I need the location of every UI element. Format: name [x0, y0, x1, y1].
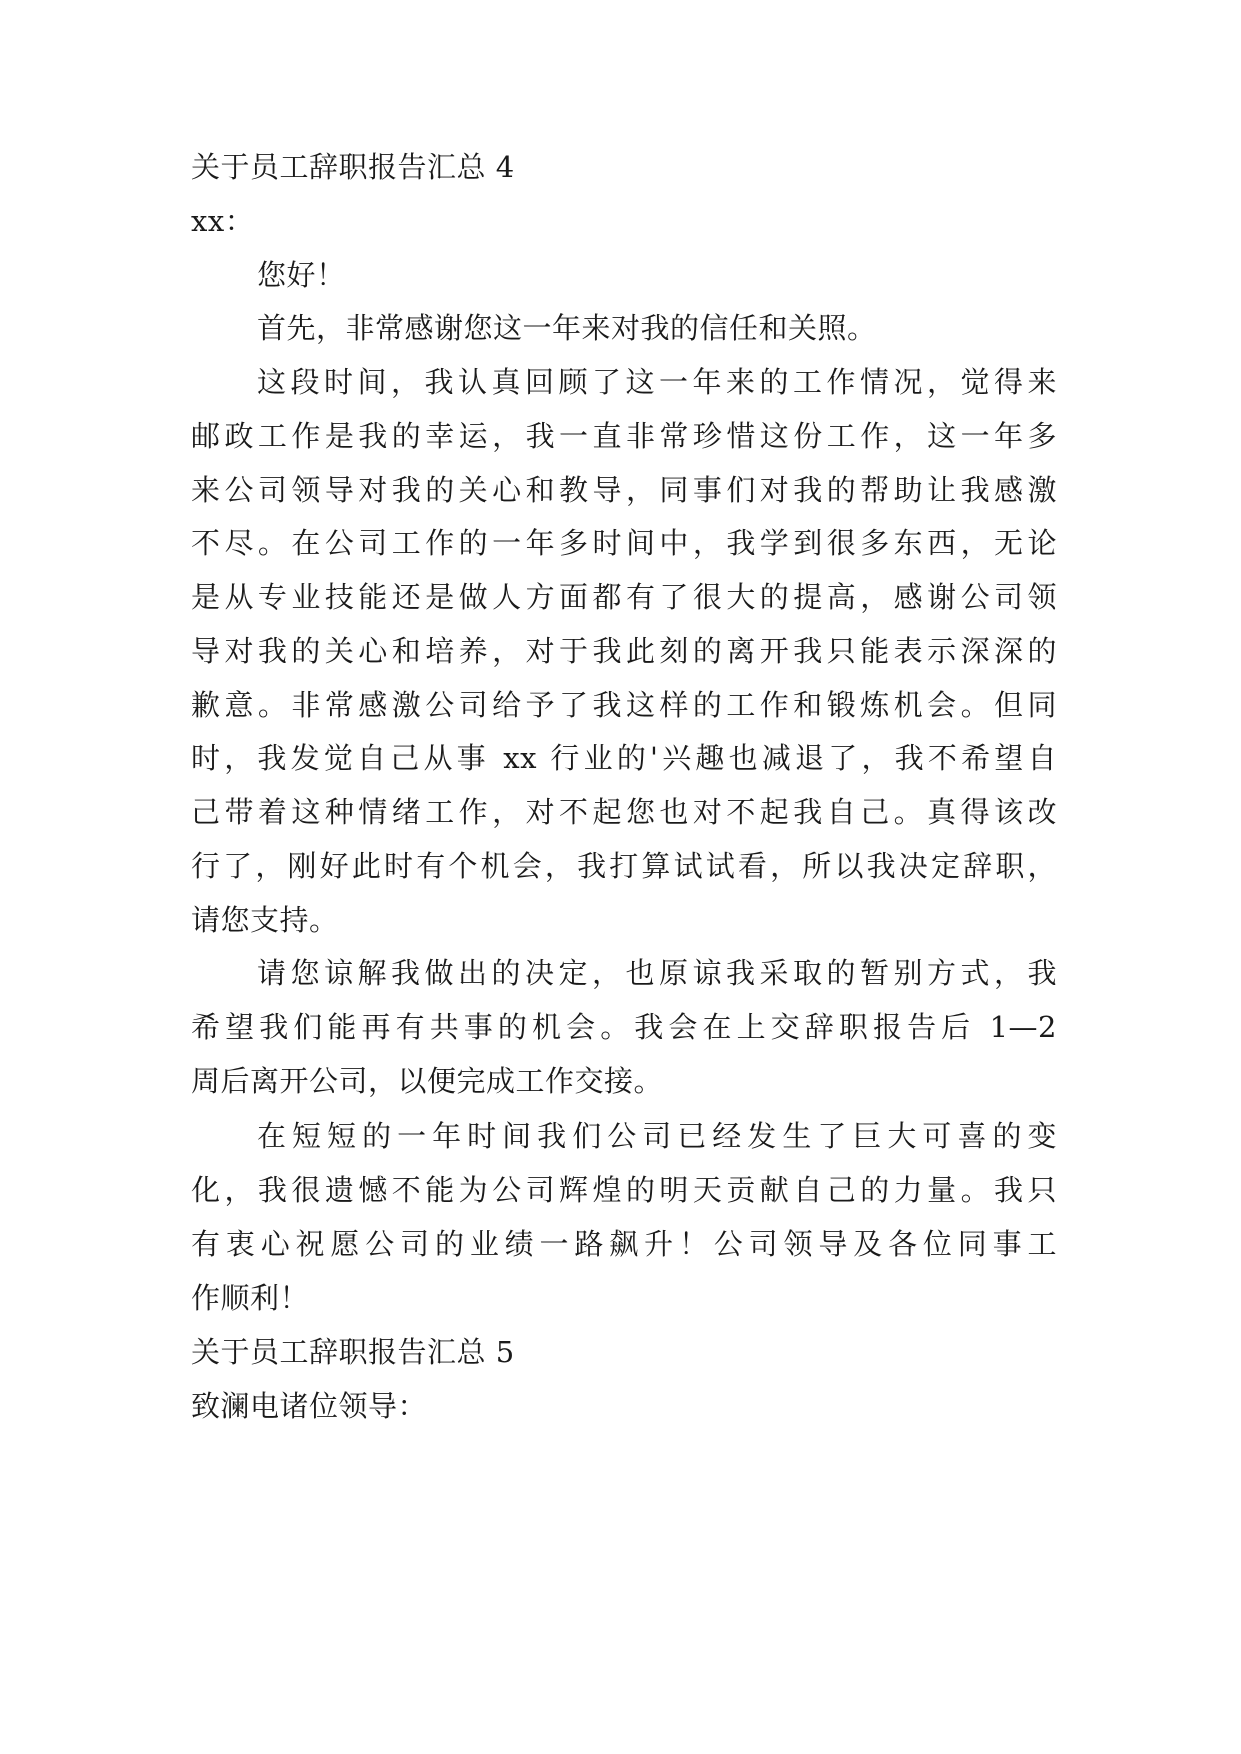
- section-5-salutation: 致澜电诸位领导：: [191, 1389, 428, 1423]
- paragraph-1: 首先，非常感谢您这一年来对我的信任和关照。: [257, 311, 877, 345]
- paragraph-2-line: 导对我的关心和培养，对于我此刻的离开我只能表示深深的: [191, 634, 1057, 668]
- paragraph-2-line: 这段时间，我认真回顾了这一年来的工作情况，觉得来: [257, 365, 1057, 399]
- paragraph-2-line: 己带着这种情绪工作，对不起您也对不起我自己。真得该改: [191, 795, 1057, 829]
- section-5-title: 关于员工辞职报告汇总 5: [191, 1335, 515, 1369]
- paragraph-2-line: 时，我发觉自己从事 xx 行业的'兴趣也减退了，我不希望自: [191, 741, 1057, 775]
- paragraph-2-line: 歉意。非常感激公司给予了我这样的工作和锻炼机会。但同: [191, 688, 1057, 722]
- paragraph-4-line: 化，我很遗憾不能为公司辉煌的明天贡献自己的力量。我只: [191, 1173, 1057, 1207]
- paragraph-2-line: 不尽。在公司工作的一年多时间中，我学到很多东西，无论: [191, 526, 1057, 560]
- salutation: xx：: [191, 204, 255, 238]
- paragraph-2-line: 来公司领导对我的关心和教导，同事们对我的帮助让我感激: [191, 473, 1057, 507]
- paragraph-2-line: 邮政工作是我的幸运，我一直非常珍惜这份工作，这一年多: [191, 419, 1057, 453]
- greeting: 您好！: [257, 258, 346, 292]
- paragraph-4-line: 有衷心祝愿公司的业绩一路飙升！公司领导及各位同事工: [191, 1227, 1057, 1261]
- paragraph-3-line: 希望我们能再有共事的机会。我会在上交辞职报告后 1—2: [191, 1010, 1057, 1044]
- paragraph-2-line: 行了，刚好此时有个机会，我打算试试看，所以我决定辞职，: [191, 849, 1057, 883]
- paragraph-4-line: 在短短的一年时间我们公司已经发生了巨大可喜的变: [257, 1119, 1057, 1153]
- section-4-title: 关于员工辞职报告汇总 4: [191, 150, 515, 184]
- paragraph-2-line: 是从专业技能还是做人方面都有了很大的提高，感谢公司领: [191, 580, 1057, 614]
- paragraph-4-line: 作顺利！: [191, 1281, 310, 1315]
- paragraph-2-line: 请您支持。: [191, 903, 339, 937]
- paragraph-3-line: 请您谅解我做出的决定，也原谅我采取的暂别方式，我: [257, 956, 1057, 990]
- paragraph-3-line: 周后离开公司，以便完成工作交接。: [191, 1064, 664, 1098]
